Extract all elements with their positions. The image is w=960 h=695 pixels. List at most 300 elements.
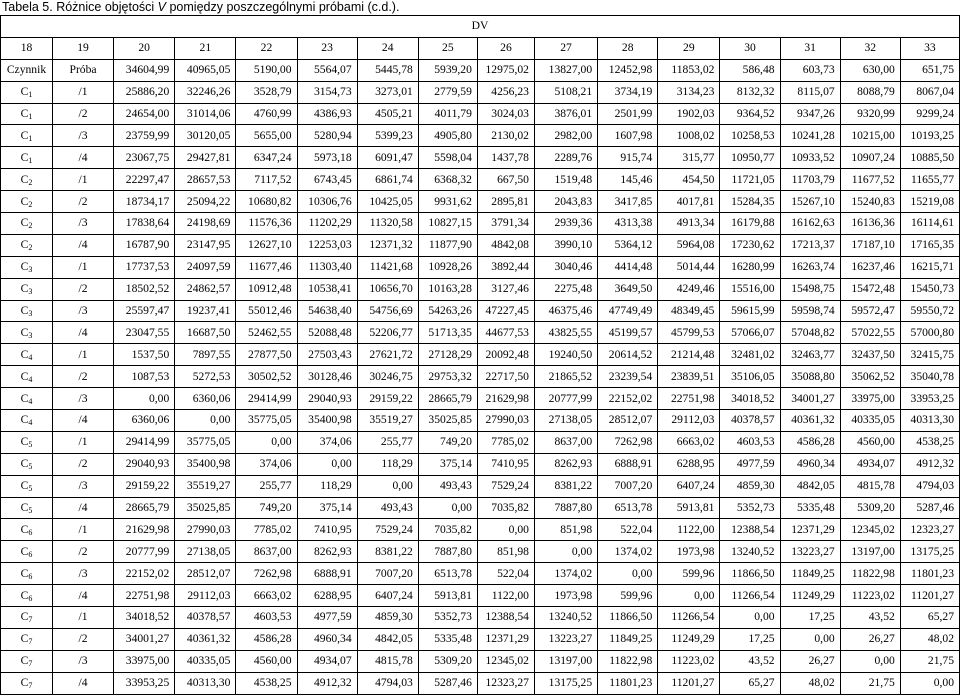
table-cell: 2289,76: [534, 147, 597, 169]
table-cell: 4414,48: [598, 256, 658, 278]
column-number: 21: [175, 37, 236, 59]
caption-prefix: Tabela 5. Różnice objętości: [2, 0, 158, 14]
table-cell: 55012,46: [236, 300, 297, 322]
table-cell: 4538,25: [900, 431, 959, 453]
table-cell: 7529,24: [477, 475, 534, 497]
table-cell: 21629,98: [477, 388, 534, 410]
table-cell: 7410,95: [477, 453, 534, 475]
factor-letter: C: [20, 413, 29, 427]
factor-letter: C: [20, 588, 29, 602]
factor-letter: C: [20, 479, 29, 493]
table-cell: 40378,57: [175, 607, 236, 629]
table-cell: 0,00: [598, 563, 658, 585]
table-cell: 22751,98: [114, 585, 175, 607]
factor-letter: C: [20, 107, 29, 120]
table-cell: 35025,85: [175, 497, 236, 519]
table-cell: 493,43: [357, 497, 418, 519]
table-cell: 315,77: [658, 147, 720, 169]
table-cell: 15498,75: [780, 278, 840, 300]
table-cell: 21,75: [900, 650, 959, 672]
row-trial: /4: [52, 585, 113, 607]
table-cell: 11849,25: [598, 628, 658, 650]
table-cell: 12627,10: [236, 234, 297, 256]
table-cell: 0,00: [297, 453, 357, 475]
table-cell: 4011,79: [418, 103, 477, 125]
table-cell: 630,00: [840, 59, 900, 81]
table-cell: 4842,08: [477, 234, 534, 256]
table-cell: 59598,74: [780, 300, 840, 322]
table-cell: 4934,07: [297, 650, 357, 672]
table-cell: 11801,23: [598, 672, 658, 694]
row-trial: /4: [52, 497, 113, 519]
row-trial: /3: [52, 300, 113, 322]
table-row: [1, 607, 960, 629]
column-number: 32: [840, 37, 900, 59]
table-cell: 28665,79: [418, 388, 477, 410]
table-row: [1, 431, 960, 453]
table-cell: 18502,52: [114, 278, 175, 300]
table-cell: 48,02: [780, 672, 840, 694]
table-cell: 7262,98: [598, 431, 658, 453]
table-cell: 10538,41: [297, 278, 357, 300]
column-number: 23: [297, 37, 357, 59]
table-cell: 15516,00: [720, 278, 780, 300]
table-cell: 43825,55: [534, 322, 597, 344]
table-cell: 5445,78: [357, 59, 418, 81]
table-cell: 5399,23: [357, 125, 418, 147]
table-cell: 21865,52: [534, 366, 597, 388]
table-cell: 4603,53: [236, 607, 297, 629]
table-cell: 32437,50: [840, 344, 900, 366]
table-cell: 8262,93: [297, 541, 357, 563]
table-cell: 17213,37: [780, 234, 840, 256]
table-cell: 6888,91: [598, 453, 658, 475]
table-cell: 26,27: [780, 650, 840, 672]
factor-letter: C: [20, 347, 29, 361]
group-header-dv: DV: [1, 16, 960, 38]
table-cell: 13240,52: [720, 541, 780, 563]
table-cell: 29159,22: [114, 475, 175, 497]
factor-subscript: 6: [28, 527, 33, 537]
table-cell: 1122,00: [477, 585, 534, 607]
table-cell: 54263,26: [418, 300, 477, 322]
table-cell: 17,25: [780, 607, 840, 629]
table-cell: 2895,81: [477, 191, 534, 213]
table-cell: 4842,05: [780, 475, 840, 497]
table-cell: 27503,43: [297, 344, 357, 366]
table-cell: 40335,05: [840, 410, 900, 432]
table-cell: 40378,57: [720, 410, 780, 432]
table-cell: 11703,79: [780, 169, 840, 191]
table-cell: 32415,75: [900, 344, 959, 366]
row-factor: [1, 607, 53, 629]
table-cell: 4977,59: [720, 453, 780, 475]
table-cell: 20777,99: [114, 541, 175, 563]
row-trial: /3: [52, 475, 113, 497]
table-cell: 5913,81: [418, 585, 477, 607]
table-cell: 10656,70: [357, 278, 418, 300]
table-cell: 5973,18: [297, 147, 357, 169]
table-cell: 30246,75: [357, 366, 418, 388]
table-cell: 11877,90: [418, 234, 477, 256]
table-cell: 0,00: [534, 541, 597, 563]
table-cell: 35519,27: [175, 475, 236, 497]
table-cell: 16280,99: [720, 256, 780, 278]
table-cell: 11822,98: [598, 650, 658, 672]
table-cell: 52088,48: [297, 322, 357, 344]
table-cell: 33975,00: [840, 388, 900, 410]
table-cell: 34018,52: [720, 388, 780, 410]
table-cell: 3528,79: [236, 81, 297, 103]
factor-subscript: 7: [28, 659, 33, 669]
table-cell: 10241,28: [780, 125, 840, 147]
table-cell: 32481,02: [720, 344, 780, 366]
table-cell: 1374,02: [598, 541, 658, 563]
factor-subscript: 6: [28, 593, 33, 603]
factor-letter: C: [20, 172, 29, 186]
table-cell: 22717,50: [477, 366, 534, 388]
table-cell: 2130,02: [477, 125, 534, 147]
table-cell: 7410,95: [297, 519, 357, 541]
table-row: [1, 388, 960, 410]
row-factor: [1, 125, 53, 147]
row-trial: /3: [52, 213, 113, 235]
row-factor: [1, 81, 53, 103]
factor-letter: C: [20, 457, 29, 471]
table-row: [1, 81, 960, 103]
table-cell: 16114,61: [900, 213, 959, 235]
row-factor: [1, 388, 53, 410]
table-row: [1, 519, 960, 541]
table-cell: 6288,95: [297, 585, 357, 607]
table-cell: 15472,48: [840, 278, 900, 300]
table-cell: 27128,29: [418, 344, 477, 366]
table-cell: 3876,01: [534, 103, 597, 125]
table-cell: 5364,12: [598, 234, 658, 256]
table-cell: 11266,54: [720, 585, 780, 607]
table-cell: 4859,30: [720, 475, 780, 497]
factor-subscript: 3: [28, 287, 33, 297]
table-cell: 35088,80: [780, 366, 840, 388]
table-cell: 5309,20: [418, 650, 477, 672]
factor-letter: C: [20, 632, 29, 646]
table-cell: 0,00: [114, 388, 175, 410]
factor-letter: C: [20, 501, 29, 515]
row-trial: /3: [52, 563, 113, 585]
table-cell: 5309,20: [840, 497, 900, 519]
table-cell: 599,96: [598, 585, 658, 607]
table-cell: 11303,40: [297, 256, 357, 278]
table-cell: 8067,04: [900, 81, 959, 103]
table-cell: 24654,00: [114, 103, 175, 125]
row-trial: /1: [52, 169, 113, 191]
table-cell: 4249,46: [658, 278, 720, 300]
table-cell: 6407,24: [658, 475, 720, 497]
table-cell: 2043,83: [534, 191, 597, 213]
factor-letter: C: [20, 194, 29, 208]
table-cell: 4794,03: [900, 475, 959, 497]
table-cell: 11223,02: [658, 650, 720, 672]
table-cell: 47749,49: [598, 300, 658, 322]
table-cell: 31014,06: [175, 103, 236, 125]
table-cell: 16162,63: [780, 213, 840, 235]
table-cell: 7785,02: [477, 431, 534, 453]
row-factor: [1, 541, 53, 563]
table-cell: 0,00: [780, 628, 840, 650]
table-cell: 22751,98: [658, 388, 720, 410]
table-cell: 18734,17: [114, 191, 175, 213]
table-cell: 522,04: [477, 563, 534, 585]
row-factor: [1, 410, 53, 432]
table-row: [1, 103, 960, 125]
row-label-trial: Próba: [52, 59, 113, 81]
row-factor: [1, 322, 53, 344]
caption-italic-v: V: [157, 0, 166, 14]
table-cell: 599,96: [658, 563, 720, 585]
table-cell: 30502,52: [236, 366, 297, 388]
table-cell: 4386,93: [297, 103, 357, 125]
table-cell: 11201,27: [658, 672, 720, 694]
table-cell: 4960,34: [297, 628, 357, 650]
factor-subscript: 4: [28, 374, 33, 384]
factor-letter: C: [20, 150, 29, 164]
row-factor: [1, 256, 53, 278]
row-trial: /2: [52, 628, 113, 650]
table-cell: 1902,03: [658, 103, 720, 125]
table-cell: 8262,93: [534, 453, 597, 475]
table-cell: 4912,32: [900, 453, 959, 475]
table-cell: 22152,02: [598, 388, 658, 410]
table-cell: 11266,54: [658, 607, 720, 629]
table-cell: 43,52: [720, 650, 780, 672]
row-trial: /4: [52, 147, 113, 169]
table-row: [1, 366, 960, 388]
table-cell: 11801,23: [900, 563, 959, 585]
table-row: [1, 541, 960, 563]
table-cell: 5352,73: [720, 497, 780, 519]
table-row: [1, 672, 960, 694]
table-cell: 34018,52: [114, 607, 175, 629]
table-cell: 13197,00: [840, 541, 900, 563]
table-row: [1, 147, 960, 169]
table-row: [1, 125, 960, 147]
table-cell: 12371,32: [357, 234, 418, 256]
table-cell: 47227,45: [477, 300, 534, 322]
row-trial: /1: [52, 81, 113, 103]
table-cell: 7785,02: [236, 519, 297, 541]
table-cell: 22152,02: [114, 563, 175, 585]
table-cell: 5287,46: [900, 497, 959, 519]
table-cell: 11822,98: [840, 563, 900, 585]
table-cell: 0,00: [418, 497, 477, 519]
table-cell: 7529,24: [357, 519, 418, 541]
table-cell: 54638,40: [297, 300, 357, 322]
table-row: [1, 213, 960, 235]
table-cell: 4256,23: [477, 81, 534, 103]
table-cell: 586,48: [720, 59, 780, 81]
table-cell: 7035,82: [477, 497, 534, 519]
row-factor: [1, 366, 53, 388]
factor-letter: C: [20, 304, 29, 318]
table-cell: 12345,02: [477, 650, 534, 672]
table-cell: 17838,64: [114, 213, 175, 235]
table-cell: 15267,10: [780, 191, 840, 213]
table-cell: 9347,26: [780, 103, 840, 125]
table-cell: 28665,79: [114, 497, 175, 519]
table-cell: 43,52: [840, 607, 900, 629]
table-cell: 11849,25: [780, 563, 840, 585]
factor-letter: C: [20, 282, 29, 296]
table-cell: 7887,80: [534, 497, 597, 519]
table-cell: 3024,03: [477, 103, 534, 125]
factor-letter: C: [20, 325, 29, 339]
column-number: 28: [598, 37, 658, 59]
table-cell: 6360,06: [175, 388, 236, 410]
factor-subscript: 5: [28, 506, 33, 516]
table-cell: 7007,20: [357, 563, 418, 585]
table-cell: 749,20: [418, 431, 477, 453]
table-row: [1, 410, 960, 432]
row-factor: [1, 213, 53, 235]
table-cell: 2982,00: [534, 125, 597, 147]
row-factor: [1, 497, 53, 519]
table-cell: 4934,07: [840, 453, 900, 475]
table-cell: 20777,99: [534, 388, 597, 410]
factor-subscript: 1: [28, 133, 33, 143]
table-cell: 25886,20: [114, 81, 175, 103]
table-cell: 26,27: [840, 628, 900, 650]
factor-letter: C: [20, 238, 29, 252]
table-cell: 52206,77: [357, 322, 418, 344]
column-number: 26: [477, 37, 534, 59]
table-cell: 4313,38: [598, 213, 658, 235]
factor-subscript: 2: [28, 177, 33, 187]
row-trial: /1: [52, 607, 113, 629]
table-cell: 29427,81: [175, 147, 236, 169]
table-cell: 1607,98: [598, 125, 658, 147]
table-cell: 6288,95: [658, 453, 720, 475]
table-cell: 11223,02: [840, 585, 900, 607]
table-cell: 5335,48: [418, 628, 477, 650]
table-cell: 374,06: [236, 453, 297, 475]
table-cell: 0,00: [236, 431, 297, 453]
table-row: [1, 278, 960, 300]
table-cell: 40313,30: [900, 410, 959, 432]
table-cell: 10425,05: [357, 191, 418, 213]
table-cell: 3990,10: [534, 234, 597, 256]
table-cell: 3154,73: [297, 81, 357, 103]
row-trial: /2: [52, 103, 113, 125]
factor-subscript: 4: [28, 352, 33, 362]
table-cell: 45199,57: [598, 322, 658, 344]
table-cell: 4859,30: [357, 607, 418, 629]
factor-letter: C: [20, 369, 29, 383]
table-cell: 16215,71: [900, 256, 959, 278]
table-row: [1, 256, 960, 278]
factor-letter: C: [20, 128, 29, 142]
table-cell: 15450,73: [900, 278, 959, 300]
column-number: 25: [418, 37, 477, 59]
volume-differences-table: [0, 15, 960, 695]
factor-letter: C: [20, 610, 29, 624]
table-row: [1, 59, 960, 81]
table-cell: 11677,52: [840, 169, 900, 191]
table-cell: 6743,45: [297, 169, 357, 191]
table-row: [1, 344, 960, 366]
table-cell: 17,25: [720, 628, 780, 650]
column-number: 30: [720, 37, 780, 59]
factor-subscript: 3: [28, 330, 33, 340]
factor-letter: C: [20, 435, 29, 449]
table-cell: 6513,78: [418, 563, 477, 585]
factor-subscript: 2: [28, 221, 33, 231]
table-cell: 8088,79: [840, 81, 900, 103]
table-cell: 29040,93: [114, 453, 175, 475]
row-factor: [1, 475, 53, 497]
table-cell: 8637,00: [236, 541, 297, 563]
table-cell: 1537,50: [114, 344, 175, 366]
table-cell: 1122,00: [658, 519, 720, 541]
table-cell: 12452,98: [598, 59, 658, 81]
table-cell: 5272,53: [175, 366, 236, 388]
row-label-factor: Czynnik: [1, 59, 53, 81]
table-cell: 44677,53: [477, 322, 534, 344]
row-trial: /3: [52, 388, 113, 410]
table-cell: 11677,46: [236, 256, 297, 278]
table-cell: 5564,07: [297, 59, 357, 81]
table-cell: 29753,32: [418, 366, 477, 388]
table-cell: 29414,99: [114, 431, 175, 453]
table-cell: 17230,62: [720, 234, 780, 256]
factor-letter: C: [20, 216, 29, 230]
caption-suffix: pomiędzy poszczególnymi próbami (c.d.).: [166, 0, 400, 14]
table-cell: 10827,15: [418, 213, 477, 235]
column-numbers-row: [1, 37, 960, 59]
table-cell: 45799,53: [658, 322, 720, 344]
table-cell: 8132,32: [720, 81, 780, 103]
factor-letter: C: [20, 85, 29, 99]
table-cell: 522,04: [598, 519, 658, 541]
table-cell: 255,77: [357, 431, 418, 453]
table-cell: 5280,94: [297, 125, 357, 147]
table-cell: 3417,85: [598, 191, 658, 213]
table-cell: 493,43: [418, 475, 477, 497]
table-cell: 7262,98: [236, 563, 297, 585]
table-cell: 10258,53: [720, 125, 780, 147]
factor-letter: C: [20, 676, 29, 690]
table-cell: 25597,47: [114, 300, 175, 322]
table-cell: 5964,08: [658, 234, 720, 256]
factor-letter: C: [20, 260, 29, 274]
table-cell: 0,00: [477, 519, 534, 541]
row-factor: [1, 519, 53, 541]
table-cell: 33975,00: [114, 650, 175, 672]
table-cell: 375,14: [418, 453, 477, 475]
table-cell: 915,74: [598, 147, 658, 169]
table-cell: 13197,00: [534, 650, 597, 672]
table-cell: 11421,68: [357, 256, 418, 278]
table-cell: 11866,50: [720, 563, 780, 585]
column-number: 20: [114, 37, 175, 59]
table-cell: 7035,82: [418, 519, 477, 541]
table-cell: 11853,02: [658, 59, 720, 81]
table-cell: 52462,55: [236, 322, 297, 344]
table-cell: 13827,00: [534, 59, 597, 81]
table-cell: 16179,88: [720, 213, 780, 235]
table-row: [1, 650, 960, 672]
table-cell: 16787,90: [114, 234, 175, 256]
table-row: [1, 191, 960, 213]
